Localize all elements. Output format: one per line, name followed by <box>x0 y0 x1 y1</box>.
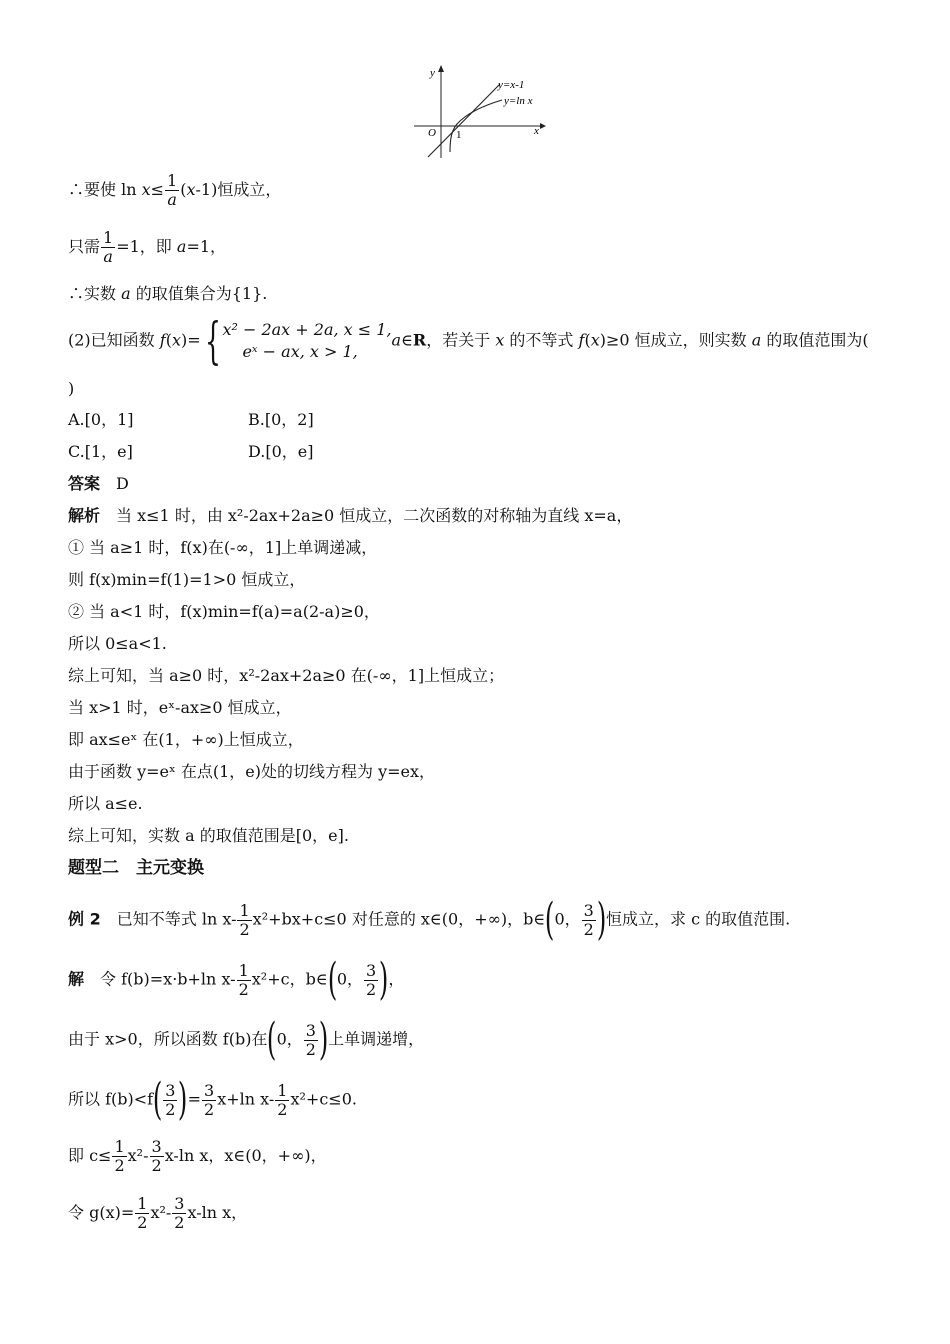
problem-2 <box>68 312 869 370</box>
text: x²+c≤0. <box>290 1089 357 1109</box>
fraction <box>364 962 378 999</box>
analysis-line-3: 则 f(x)min=f(1)=1>0 恒成立， <box>68 570 306 589</box>
solution-line-1 <box>68 954 405 1005</box>
fraction <box>237 902 251 939</box>
text: 的取值范围为( <box>761 330 869 350</box>
text: = <box>187 1089 202 1109</box>
numerator: 3 <box>583 900 594 920</box>
denominator: 2 <box>366 979 377 999</box>
statement-line-3 <box>68 284 267 304</box>
numerator: 3 <box>165 1080 176 1100</box>
right-paren: ) <box>178 1074 188 1125</box>
text: 0， <box>276 1029 303 1049</box>
text: ∴实数 <box>68 284 122 303</box>
denominator: 2 <box>583 919 594 939</box>
statement-line-2 <box>68 229 226 266</box>
text: ( <box>180 180 187 199</box>
case-1: x² − 2ax + 2a, x ≤ 1, <box>222 320 392 339</box>
x-axis-label: x <box>534 125 539 137</box>
curve1-label: y=x-1 <box>498 79 525 91</box>
solution-line-3 <box>68 1074 357 1125</box>
var: a <box>121 284 131 303</box>
text: x²+c，b∈ <box>251 969 328 989</box>
var: a <box>176 237 187 256</box>
denominator: 2 <box>238 979 249 999</box>
options-row-2 <box>68 442 313 462</box>
text: ( <box>584 330 591 350</box>
text: =1，即 <box>116 237 177 256</box>
var: x <box>141 180 151 199</box>
numerator: 3 <box>204 1080 215 1100</box>
solution-line-5 <box>68 1195 247 1232</box>
text: 恒成立，求 c 的取值范围. <box>605 909 791 929</box>
example-2 <box>68 894 791 945</box>
text: 的不等式 <box>504 330 579 350</box>
analysis-line-7: 当 x>1 时，eˣ-ax≥0 恒成立， <box>68 698 292 717</box>
y-axis-arrow <box>438 65 444 72</box>
origin-label: O <box>428 127 436 139</box>
text: 令 f(b)=x·b+ln x- <box>100 969 236 989</box>
analysis-line-2: ① 当 a≥1 时，f(x)在(-∞，1]上单调递减， <box>68 538 378 557</box>
fraction <box>202 1082 216 1119</box>
var: x <box>186 180 196 199</box>
denominator: a <box>167 190 177 209</box>
text: 只需 <box>68 237 101 256</box>
text: ，若关于 <box>426 330 496 350</box>
fraction <box>150 1138 164 1175</box>
piecewise-cases <box>222 319 391 363</box>
text: ∴要使 ln <box>68 180 142 199</box>
text: -1)恒成立， <box>195 180 282 199</box>
numerator: 1 <box>114 1137 125 1156</box>
var: x <box>171 330 181 350</box>
numerator: 1 <box>277 1080 288 1100</box>
text: x+ln x- <box>217 1089 275 1109</box>
analysis-line-1 <box>68 506 632 526</box>
right-paren: ) <box>318 1014 329 1065</box>
analysis-line-11: 综上可知，实数 a 的取值范围是[0，e]. <box>68 826 349 845</box>
numerator: 1 <box>137 1194 148 1213</box>
solution-line-2 <box>68 1014 425 1065</box>
denominator: a <box>103 247 113 266</box>
answer-line <box>68 474 129 494</box>
fraction <box>112 1138 126 1175</box>
var: x <box>590 330 600 350</box>
line-y-equals-x-minus-1 <box>428 84 500 157</box>
numerator: 3 <box>174 1194 185 1213</box>
numerator: 1 <box>167 171 178 190</box>
text: ∈ <box>401 330 413 350</box>
left-paren: ( <box>327 954 337 1005</box>
analysis-line-6: 综上可知，当 a≥0 时，x²-2ax+2a≥0 在(-∞，1]上恒成立； <box>68 666 505 685</box>
denominator: 2 <box>174 1213 185 1232</box>
denominator: 2 <box>151 1156 162 1175</box>
tick-1-label: 1 <box>456 129 462 141</box>
text: )≥0 恒成立，则实数 <box>599 330 752 350</box>
text: 0， <box>554 909 581 929</box>
var: f <box>578 330 585 350</box>
function-graph <box>410 62 550 162</box>
denominator: 2 <box>305 1039 316 1059</box>
option-d: D.[0，e] <box>248 442 314 461</box>
text: x²- <box>150 1203 172 1222</box>
numerator: 3 <box>366 960 377 980</box>
analysis-line-4: ② 当 a<1 时，f(x)min=f(a)=a(2-a)≥0， <box>68 602 380 621</box>
fraction <box>101 229 115 266</box>
case-2: eˣ − ax, x > 1, <box>242 342 358 361</box>
text: =1， <box>186 237 227 256</box>
options-row-1 <box>68 410 314 430</box>
denominator: 2 <box>277 1099 288 1119</box>
answer-value: D <box>116 474 129 493</box>
x-axis-arrow <box>540 123 546 129</box>
fraction <box>237 962 251 999</box>
left-brace: { <box>204 312 221 370</box>
fraction <box>135 1195 149 1232</box>
numerator: 3 <box>151 1137 162 1156</box>
text: ≤ <box>150 180 165 199</box>
real-set: R <box>412 330 427 350</box>
left-paren: ( <box>267 1014 277 1065</box>
text: 所以 f(b)<f <box>68 1089 154 1109</box>
text: 即 c≤ <box>68 1146 112 1165</box>
text: )= <box>180 330 201 350</box>
denominator: 2 <box>137 1213 148 1232</box>
var: a <box>391 330 402 350</box>
example-label: 例 2 <box>68 909 101 929</box>
answer-label: 答案 <box>68 474 101 493</box>
analysis-label: 解析 <box>68 506 101 525</box>
text: x²+bx+c≤0 对任意的 x∈(0，+∞)，b∈ <box>252 909 546 929</box>
fraction <box>304 1022 318 1059</box>
analysis-line-10: 所以 a≤e. <box>68 794 143 813</box>
fraction <box>582 902 596 939</box>
text: 上单调递增， <box>328 1029 425 1049</box>
numerator: 1 <box>239 900 250 920</box>
text: (2)已知函数 <box>68 330 160 350</box>
var: f <box>159 330 166 350</box>
text: 已知不等式 ln x- <box>116 909 237 929</box>
text: 令 g(x)= <box>68 1203 135 1222</box>
denominator: 2 <box>204 1099 215 1119</box>
option-a: A.[0，1] <box>68 410 134 429</box>
text: x²- <box>127 1146 149 1165</box>
fraction <box>275 1082 289 1119</box>
text: x-ln x，x∈(0，+∞)， <box>164 1146 327 1165</box>
fraction <box>165 172 179 209</box>
statement-line-1 <box>68 172 281 209</box>
denominator: 2 <box>239 919 250 939</box>
numerator: 1 <box>238 960 249 980</box>
denominator: 2 <box>114 1156 125 1175</box>
problem-2-close: ) <box>68 379 75 398</box>
text: x-ln x， <box>187 1203 248 1222</box>
solution-line-4 <box>68 1138 327 1175</box>
text: 当 x≤1 时，由 x²-2ax+2a≥0 恒成立，二次函数的对称轴为直线 x=a， <box>116 506 633 525</box>
y-axis-label: y <box>430 67 435 79</box>
left-paren: ( <box>152 1074 163 1125</box>
fraction <box>172 1195 186 1232</box>
text: 0， <box>336 969 364 989</box>
fraction <box>163 1082 177 1119</box>
var: x <box>495 330 505 350</box>
solution-label: 解 <box>68 969 85 989</box>
numerator: 1 <box>103 228 114 247</box>
analysis-line-9: 由于函数 y=eˣ 在点(1，e)处的切线方程为 y=ex， <box>68 762 436 781</box>
curve2-label: y=ln x <box>504 95 533 107</box>
analysis-line-5: 所以 0≤a<1. <box>68 634 167 653</box>
left-paren: ( <box>545 894 555 945</box>
text: 由于 x>0，所以函数 f(b)在 <box>68 1029 268 1049</box>
right-paren: ) <box>596 894 607 945</box>
var: a <box>751 330 762 350</box>
text: 的取值集合为{1}. <box>130 284 268 303</box>
right-paren: ) <box>379 954 389 1005</box>
section-heading: 题型二 主元变换 <box>68 858 204 878</box>
numerator: 3 <box>305 1020 316 1040</box>
denominator: 2 <box>165 1099 176 1119</box>
analysis-line-8: 即 ax≤eˣ 在(1，+∞)上恒成立， <box>68 730 304 749</box>
text: ， <box>388 969 405 989</box>
option-c: C.[1，e] <box>68 442 133 461</box>
option-b: B.[0，2] <box>248 410 314 429</box>
text: ( <box>165 330 172 350</box>
